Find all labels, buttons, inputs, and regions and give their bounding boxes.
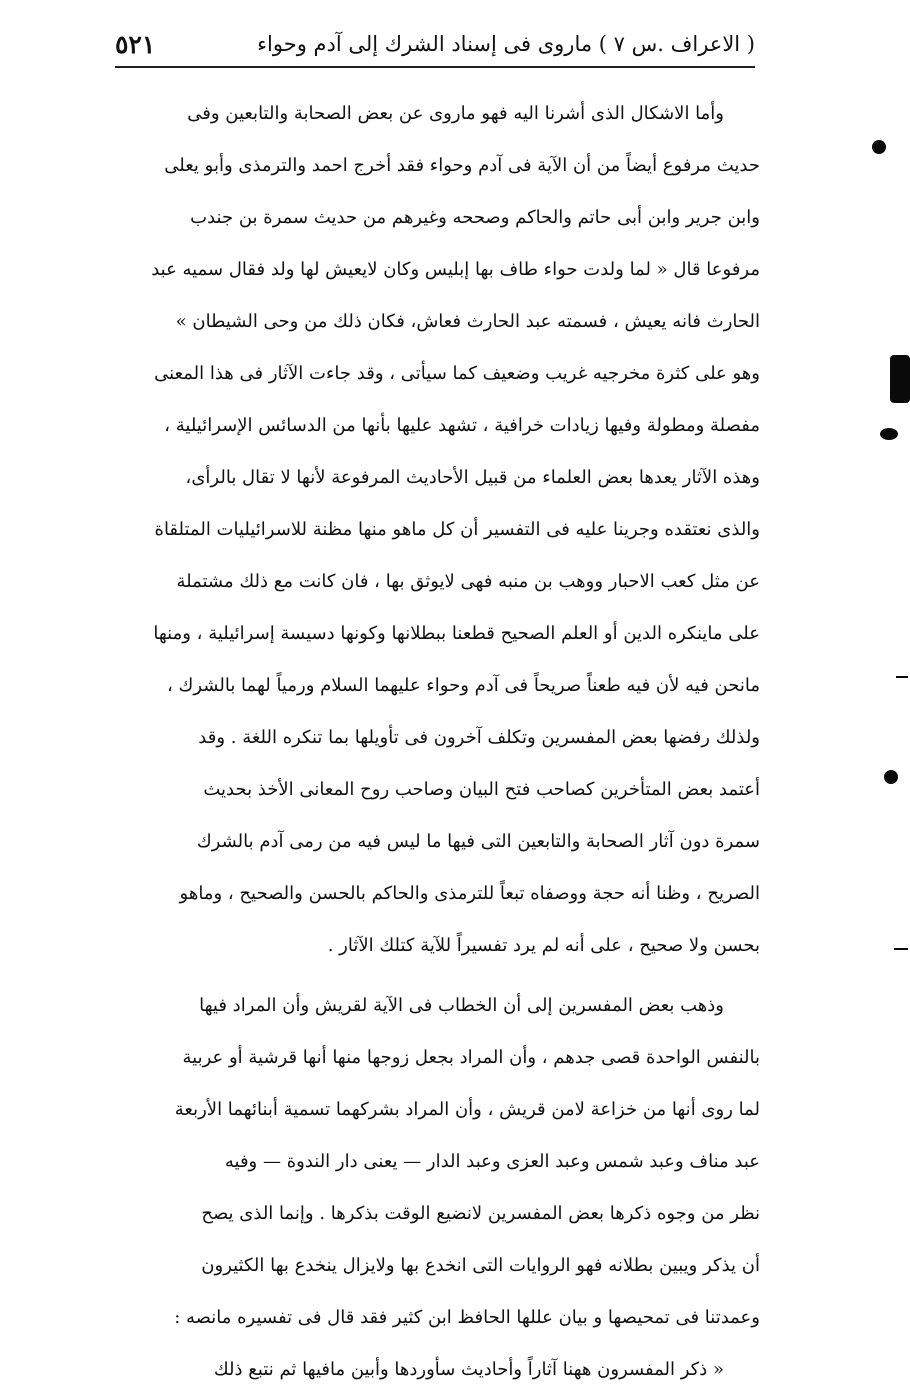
text-line: وابن جرير وابن أبى حاتم والحاكم وصححه وغيرهم من حديث سمرة بن جندب [190, 207, 760, 228]
text-line: وأما الاشكال الذى أشرنا اليه فهو ماروى عن بعض الصحابة والتابعين وفى [187, 103, 724, 124]
text-line: مفصلة ومطولة وفيها زيادات خرافية ، تشهد عليها بأنها من الدسائس الإسرائيلية ، [164, 415, 760, 436]
text-line: لما روى أنها من خزاعة لامن قريش ، وأن المراد بشركهما تسمية أبنائهما الأربعة [174, 1099, 760, 1120]
text-line: ولذلك رفضها بعض المفسرين وتكلف آخرون فى تأويلها بما تنكره اللغة . وقد [198, 727, 760, 748]
text-line: والذى نعتقده وجرينا عليه فى التفسير أن كل ماهو منها مظنة للاسرائيليات المتلقاة [154, 519, 760, 540]
text-line: مانحن فيه لأن فيه طعناً صريحاً فى آدم وحواء عليهما السلام ورمياً لهما بالشرك ، [167, 675, 760, 696]
text-line: أعتمد بعض المتأخرين كصاحب فتح البيان وصاحب روح المعانى الأخذ بحديث [203, 779, 760, 800]
scan-speck [890, 355, 910, 403]
text-line: بالنفس الواحدة قصى جدهم ، وأن المراد بجعل زوجها منها أنها قرشية أو عربية [182, 1047, 760, 1068]
text-line: الحارث فانه يعيش ، فسمته عبد الحارث فعاش، فكان ذلك من وحى الشيطان » [175, 311, 760, 332]
text-line: الصريح ، وظنا أنه حجة ووصفاه تبعاً للترمذى والحاكم بالحسن والصحيح ، وماهو [179, 883, 760, 904]
text-line: بحسن ولا صحيح ، على أنه لم يرد تفسيراً للآية كتلك الآثار . [327, 935, 760, 956]
scan-speck [894, 948, 908, 950]
scan-speck [896, 676, 908, 678]
paragraph [112, 980, 760, 1396]
text-line: « ذكر المفسرون ههنا آثاراً وأحاديث سأوردها وأبين مافيها ثم نتبع ذلك [213, 1359, 724, 1380]
text-line: عبد مناف وعبد شمس وعبد العزى وعبد الدار — يعنى دار الندوة — وفيه [224, 1151, 760, 1172]
scan-speck [872, 140, 886, 154]
page-number: ٥٢١ [115, 29, 156, 59]
text-line: وعمدتنا فى تمحيصها و بيان عللها الحافظ ابن كثير فقد قال فى تفسيره مانصه : [174, 1307, 760, 1328]
paragraph-gap [112, 972, 760, 980]
text-line: على ماينكره الدين أو العلم الصحيح قطعنا ببطلانها وكونها دسيسة إسرائيلية ، ومنها [153, 623, 760, 644]
text-line: وذهب بعض المفسرين إلى أن الخطاب فى الآية لقريش وأن المراد فيها [199, 995, 724, 1016]
text-line: مرفوعا قال « لما ولدت حواء طاف بها إبليس وكان لايعيش لها ولد فقال سميه عبد [151, 259, 760, 280]
scan-speck [880, 428, 898, 440]
header-rule [115, 66, 755, 68]
running-title: ( الاعراف .س ٧ ) ماروى فى إسناد الشرك إلى آدم وحواء [257, 32, 755, 56]
text-line: سمرة دون آثار الصحابة والتابعين التى فيها ما ليس فيه من رمى آدم بالشرك [196, 831, 760, 852]
scan-speck [884, 770, 898, 784]
text-line: وهذه الآثار يعدها بعض العلماء من قبيل الأحاديث المرفوعة لأنها لا تقال بالرأى، [185, 467, 760, 488]
text-line: حديث مرفوع أيضاً من أن الآية فى آدم وحواء فقد أخرج احمد والترمذى وأبو يعلى [164, 155, 760, 176]
text-line: نظر من وجوه ذكرها بعض المفسرين لانضيع الوقت بذكرها . وإنما الذى يصح [201, 1203, 760, 1224]
body-text [112, 88, 760, 1396]
paragraph [112, 88, 760, 972]
page-header [115, 22, 755, 66]
text-line: عن مثل كعب الاحبار ووهب بن منبه فهى لايوثق بها ، فان كانت مع ذلك مشتملة [176, 571, 760, 592]
text-line: وهو على كثرة مخرجيه غريب وضعيف كما سيأتى ، وقد جاءت الآثار فى هذا المعنى [154, 363, 760, 384]
text-line: أن يذكر ويبين بطلانه فهو الروايات التى انخدع بها ولايزال ينخدع بها الكثيرون [201, 1255, 760, 1276]
